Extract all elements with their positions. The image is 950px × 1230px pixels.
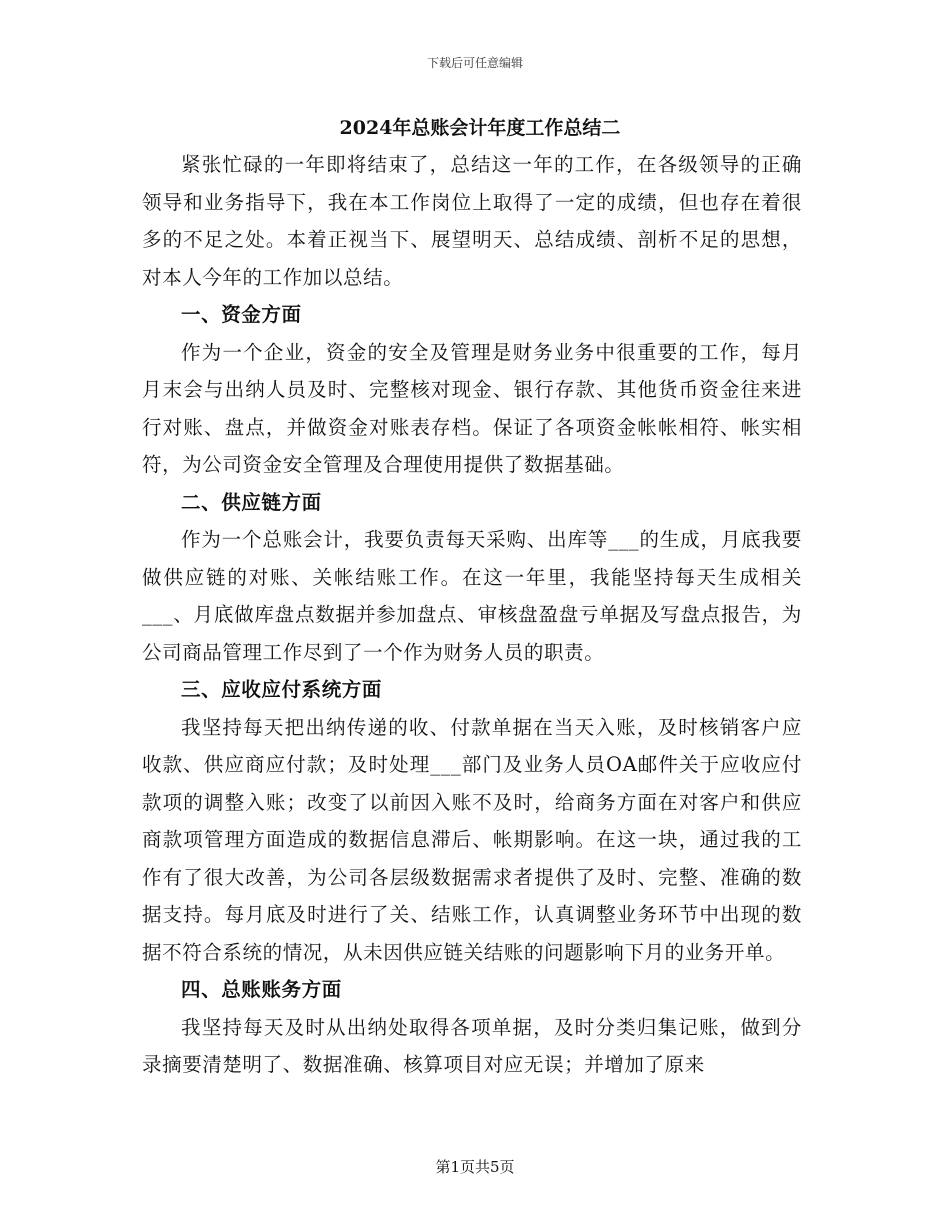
- document-content: [142, 110, 802, 1084]
- intro-paragraph: 紧张忙碌的一年即将结束了，总结这一年的工作，在各级领导的正确领导和业务指导下，我在本工作岗位上取得了一定的成绩，但也存在着很多的不足之处。本着正视当下、展望明天、总结成绩、剖析不足的思想，对本人今年的工作加以总结。: [142, 153, 802, 289]
- header-note: 下载后可任意编辑: [426, 56, 523, 70]
- section-heading-receivables-payables: 三、应收应付系统方面: [181, 678, 383, 701]
- section-body-general-ledger: 我坚持每天及时从出纳处取得各项单据，及时分类归集记账，做到分录摘要清楚明了、数据准确、核算项目对应无误；并增加了原来: [142, 1015, 802, 1076]
- section-heading-funds: 一、资金方面: [181, 303, 302, 326]
- section-heading-supply-chain: 二、供应链方面: [181, 490, 322, 514]
- section-body-receivables-payables: 我坚持每天把出纳传递的收、付款单据在当天入账，及时核销客户应收款、供应商应付款；及时处理___部门及业务人员OA邮件关于应收应付款项的调整入账；改变了以前因入账不及时，给商务方面在对客户和供应商款项管理方面造成的数据信息滞后、帐期影响。在这一块，通过我的工作有了很大改善，为公司各层级数据需求者提供了及时、完整、准确的数据支持。每月底及时进行了关、结账工作，认真调整业务环节中出现的数据不符合系统的情况，从未因供应链关结账的问题影响下月的业务开单。: [142, 715, 802, 964]
- section-body-supply-chain: 作为一个总账会计，我要负责每天采购、出库等___的生成，月底我要做供应链的对账、关帐结账工作。在这一年里，我能坚持每天生成相关___、月底做库盘点数据并参加盘点、审核盘盈盘亏单据及写盘点报告，为公司商品管理工作尽到了一个作为财务人员的职责。: [142, 528, 802, 664]
- section-body-funds: 作为一个企业，资金的安全及管理是财务业务中很重要的工作，每月月末会与出纳人员及时、完整核对现金、银行存款、其他货币资金往来进行对账、盘点，并做资金对账表存档。保证了各项资金帐帐相符、帐实相符，为公司资金安全管理及合理使用提供了数据基础。: [142, 340, 802, 476]
- page-number: 第1页共5页: [435, 1158, 515, 1176]
- section-heading-general-ledger: 四、总账账务方面: [181, 978, 342, 1001]
- document-title: 2024年总账会计年度工作总结二: [339, 117, 621, 139]
